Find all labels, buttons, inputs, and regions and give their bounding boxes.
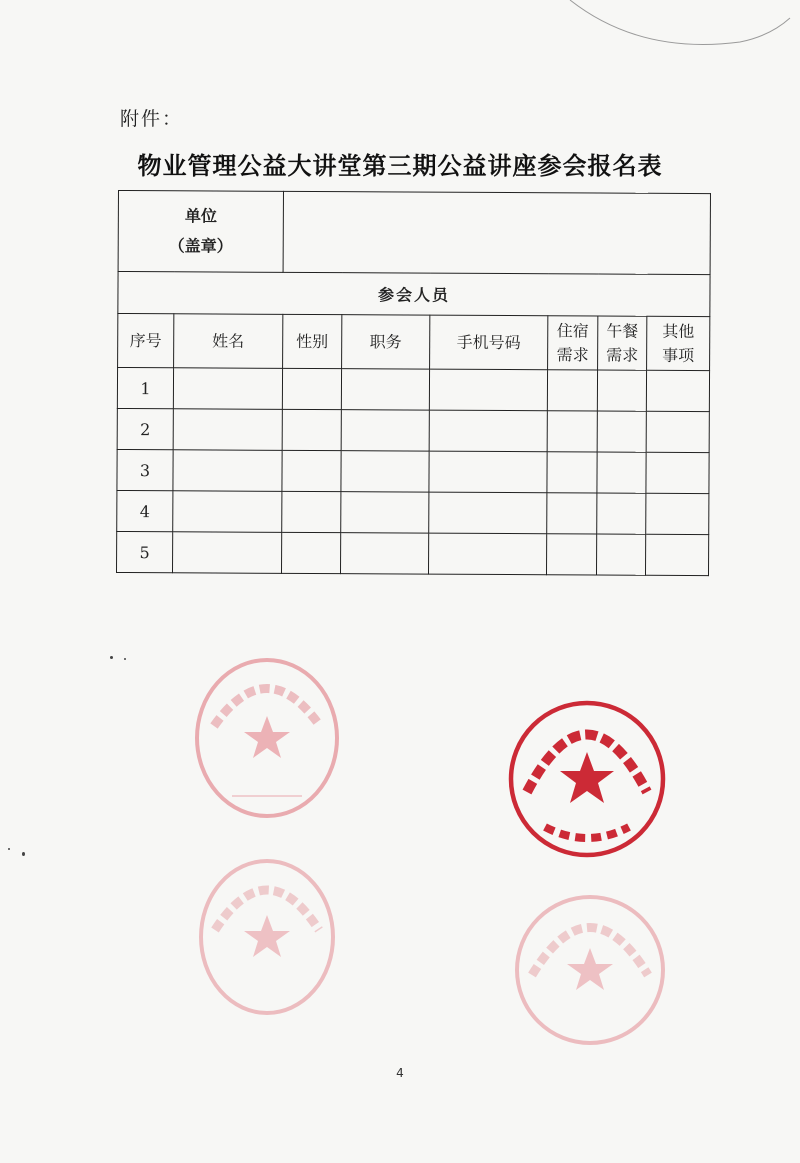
row-number: 4 xyxy=(117,490,173,531)
official-seal-4 xyxy=(510,890,670,1050)
column-header xyxy=(174,314,283,369)
column-header-line1: 序号 xyxy=(129,330,162,350)
document-title: 物业管理公益大讲堂第三期公益讲座参会报名表 xyxy=(137,151,663,180)
attendee-input-cell[interactable] xyxy=(341,533,429,574)
attendee-row xyxy=(117,368,709,412)
column-header xyxy=(342,315,430,369)
section-row xyxy=(118,272,710,317)
attendee-input-cell[interactable] xyxy=(173,409,282,451)
attendee-input-cell[interactable] xyxy=(282,409,341,450)
unit-label-cell xyxy=(118,191,283,273)
column-header xyxy=(598,316,647,370)
attendee-row xyxy=(117,408,709,452)
attendee-input-cell[interactable] xyxy=(547,370,597,411)
attendee-input-cell[interactable] xyxy=(282,491,341,532)
attendee-input-cell[interactable] xyxy=(597,493,646,534)
column-header-line1: 其他 xyxy=(662,321,695,341)
attendee-input-cell[interactable] xyxy=(282,368,341,409)
attendee-input-cell[interactable] xyxy=(429,410,547,452)
column-header-line1: 姓名 xyxy=(212,330,245,351)
column-header-line1: 性别 xyxy=(296,331,329,351)
attendee-input-cell[interactable] xyxy=(429,533,547,575)
row-number: 1 xyxy=(117,368,173,409)
attendee-input-cell[interactable] xyxy=(429,492,547,534)
attendee-row xyxy=(116,531,708,575)
column-header-line2: 需求 xyxy=(556,344,589,364)
attendee-input-cell[interactable] xyxy=(597,411,646,452)
row-number: 3 xyxy=(117,449,173,490)
seal-label: （盖章） xyxy=(168,236,233,256)
column-header-line1: 手机号码 xyxy=(456,332,521,352)
scan-speck xyxy=(8,848,10,850)
section-title: 参会人员 xyxy=(118,272,710,317)
scan-edge-curve xyxy=(0,0,800,60)
column-header xyxy=(548,316,598,370)
unit-value-cell[interactable] xyxy=(283,191,710,274)
attendee-input-cell[interactable] xyxy=(172,532,281,574)
column-header xyxy=(118,314,174,368)
official-seal-3 xyxy=(195,855,340,1020)
attendee-input-cell[interactable] xyxy=(282,532,341,573)
attendee-input-cell[interactable] xyxy=(646,493,709,534)
registration-form-table xyxy=(116,190,711,576)
column-header xyxy=(647,316,710,370)
attendee-rows xyxy=(116,368,709,576)
column-header xyxy=(430,315,548,370)
scan-speck xyxy=(22,852,25,856)
attendee-input-cell[interactable] xyxy=(341,492,429,533)
header-row xyxy=(118,314,710,371)
official-seal-1 xyxy=(192,656,342,821)
attendee-input-cell[interactable] xyxy=(547,534,597,575)
attendee-row xyxy=(117,490,709,534)
attendee-input-cell[interactable] xyxy=(646,370,709,411)
column-header xyxy=(283,314,342,368)
attendee-input-cell[interactable] xyxy=(173,368,282,410)
attendee-input-cell[interactable] xyxy=(173,450,282,492)
attendee-input-cell[interactable] xyxy=(547,452,597,493)
attendee-input-cell[interactable] xyxy=(429,451,547,493)
column-header-line2: 事项 xyxy=(662,345,695,365)
row-number: 2 xyxy=(117,408,173,449)
attendee-input-cell[interactable] xyxy=(597,452,646,493)
attendee-input-cell[interactable] xyxy=(547,411,597,452)
attendee-input-cell[interactable] xyxy=(341,369,429,410)
column-header-line1: 午餐 xyxy=(606,321,639,341)
attendee-input-cell[interactable] xyxy=(429,369,547,411)
attendee-input-cell[interactable] xyxy=(341,410,429,451)
attendee-row xyxy=(117,449,709,493)
scan-speck xyxy=(110,656,113,659)
column-header-line1: 职务 xyxy=(369,331,402,351)
page-number: 4 xyxy=(396,1066,404,1080)
attendee-input-cell[interactable] xyxy=(597,534,646,575)
attachment-label: 附件： xyxy=(120,108,184,130)
attendee-input-cell[interactable] xyxy=(597,370,646,411)
attendee-input-cell[interactable] xyxy=(341,451,429,492)
attendee-input-cell[interactable] xyxy=(282,450,341,491)
row-number: 5 xyxy=(116,531,172,572)
attendee-input-cell[interactable] xyxy=(646,411,709,452)
unit-label: 单位 xyxy=(184,206,217,226)
column-header-line2: 需求 xyxy=(606,345,639,365)
attendee-input-cell[interactable] xyxy=(547,493,597,534)
unit-row xyxy=(118,191,710,275)
column-header-line1: 住宿 xyxy=(556,320,589,340)
scan-speck xyxy=(124,658,126,660)
official-seal-2 xyxy=(505,697,670,862)
attendee-input-cell[interactable] xyxy=(646,534,709,575)
attendee-input-cell[interactable] xyxy=(646,452,709,493)
attendee-input-cell[interactable] xyxy=(173,491,282,533)
